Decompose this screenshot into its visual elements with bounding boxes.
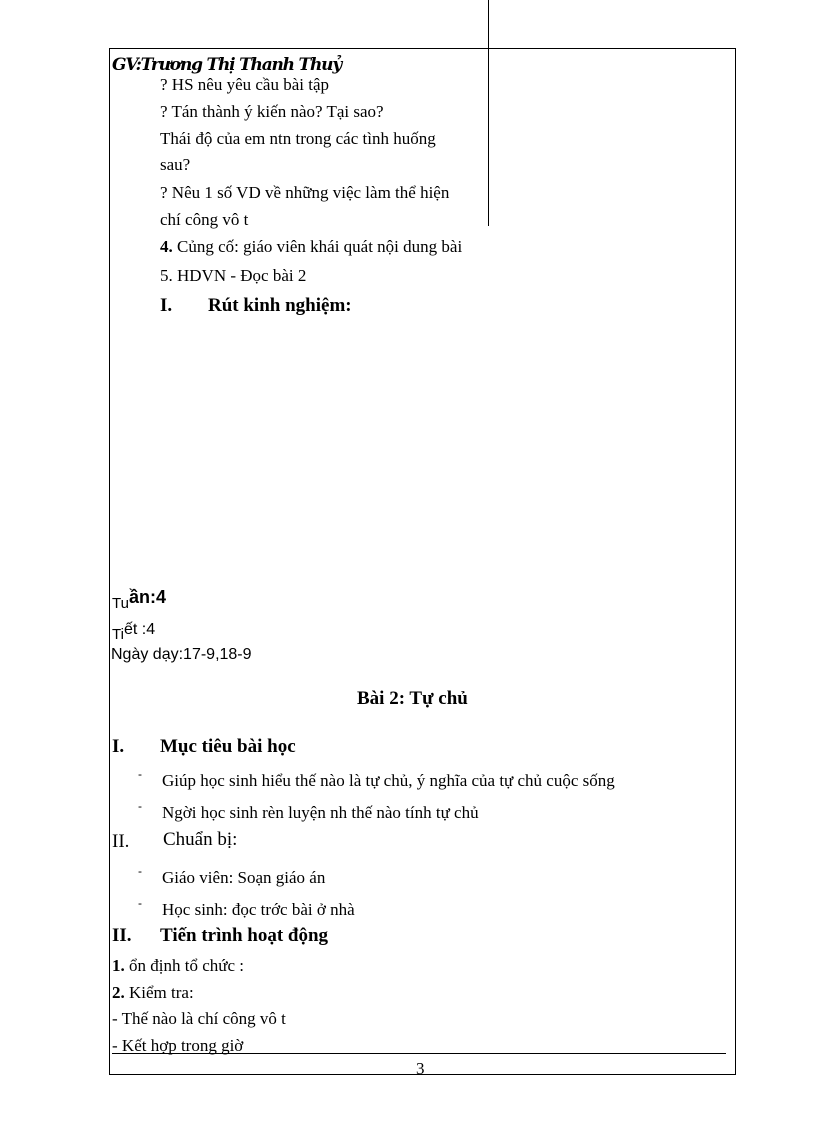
table-line: ? HS nêu yêu cầu bài tập bbox=[160, 75, 329, 94]
page-number: 3 bbox=[416, 1059, 425, 1078]
rut-kinh-nghiem-heading: Rút kinh nghiệm: bbox=[208, 295, 352, 316]
ngay-day: Ngày dạy:17-9,18-9 bbox=[111, 646, 252, 663]
tien-trinh-roman: II. bbox=[112, 925, 132, 946]
step-hdvn: 5. HDVN - Đọc bài 2 bbox=[160, 266, 307, 285]
bullet-text: Giúp học sinh hiểu thế nào là tự chủ, ý nghĩa của tự chủ cuộc sống bbox=[162, 771, 615, 790]
step-cung-co bbox=[160, 237, 462, 257]
step-number: 4. bbox=[160, 237, 173, 256]
tiet-label bbox=[112, 620, 156, 643]
dash-bullet-icon: - bbox=[138, 799, 142, 813]
table-line: ? Tán thành ý kiến nào? Tại sao? bbox=[160, 102, 384, 121]
tiet-prefix: Ti bbox=[112, 626, 124, 643]
table-line: Thái độ của em ntn trong các tình huống bbox=[160, 129, 436, 148]
bullet-text: Ngời học sinh rèn luyện nh thế nào tính tự chủ bbox=[162, 803, 479, 822]
table-divider bbox=[488, 0, 489, 226]
dash-bullet-icon: - bbox=[138, 864, 142, 878]
tuan-label bbox=[112, 586, 166, 610]
chuan-bi-roman: II. bbox=[112, 831, 130, 852]
tien-trinh-heading: Tiến trình hoạt động bbox=[160, 925, 329, 946]
bullet-text: Giáo viên: Soạn giáo án bbox=[162, 868, 326, 887]
chuan-bi-heading: Chuẩn bị: bbox=[163, 829, 238, 850]
tuan-value: ần:4 bbox=[128, 587, 166, 607]
step-number: 1. bbox=[112, 956, 125, 975]
step-on-dinh bbox=[112, 956, 244, 976]
muc-tieu-heading: Mục tiêu bài học bbox=[160, 736, 296, 757]
step-kiem-tra bbox=[112, 983, 194, 1003]
step-question: - Thế nào là chí công vô t bbox=[112, 1009, 286, 1028]
table-line: ? Nêu 1 số VD về những việc làm thể hiện bbox=[160, 183, 450, 202]
table-line: sau? bbox=[160, 155, 191, 174]
step-number: 2. bbox=[112, 983, 125, 1002]
teacher-header: GV:Trương Thị Thanh Thuỷ bbox=[112, 55, 342, 75]
dash-bullet-icon: - bbox=[138, 896, 142, 910]
bullet-text: Học sinh: đọc trớc bài ở nhà bbox=[162, 900, 355, 919]
footer-rule bbox=[112, 1053, 726, 1054]
step-text: Củng cố: giáo viên khái quát nội dung bài bbox=[172, 237, 463, 256]
step-ket-hop: - Kết hợp trong giờ bbox=[112, 1036, 244, 1055]
dash-bullet-icon: - bbox=[138, 767, 142, 781]
step-text: ổn định tổ chức : bbox=[124, 956, 244, 975]
rut-kinh-nghiem-roman: I. bbox=[160, 295, 173, 316]
tiet-value: ết :4 bbox=[123, 621, 156, 638]
tuan-prefix: Tu bbox=[112, 595, 129, 612]
lesson-title: Bài 2: Tự chủ bbox=[357, 688, 468, 709]
table-line: chí công vô t bbox=[160, 210, 249, 229]
step-text: Kiểm tra: bbox=[124, 983, 194, 1002]
muc-tieu-roman: I. bbox=[112, 736, 125, 757]
